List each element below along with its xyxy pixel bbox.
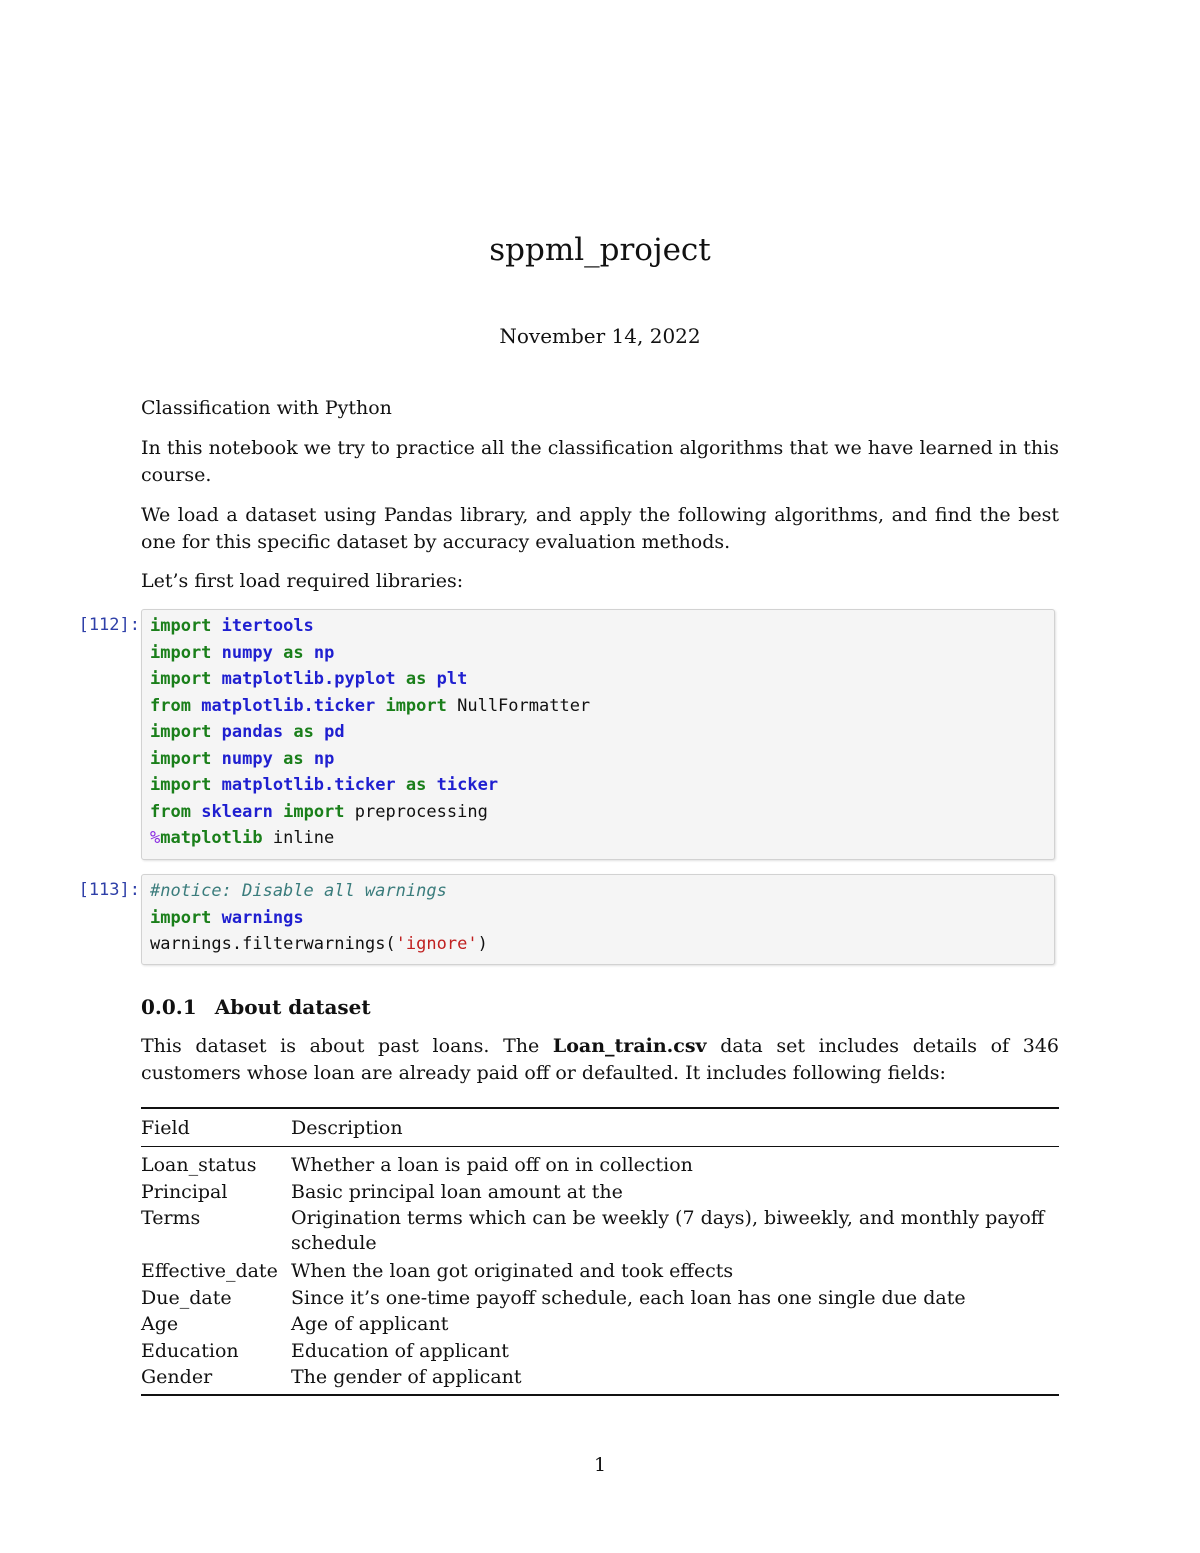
- table-cell-field: Terms: [141, 1207, 201, 1229]
- code-token: [273, 802, 283, 822]
- code-token: as: [283, 748, 304, 769]
- code-token: matplotlib.ticker: [221, 775, 396, 795]
- code-token: itertools: [221, 616, 314, 636]
- code-token: from: [150, 801, 191, 822]
- code-token: [211, 908, 221, 928]
- code-line: [150, 746, 1046, 773]
- code-line: [150, 905, 1046, 932]
- table-row: [141, 1206, 1059, 1256]
- code-token: [273, 643, 283, 663]
- table-cell-description: Age of applicant: [291, 1313, 449, 1335]
- code-token: import: [283, 801, 345, 822]
- code-token: warnings: [221, 907, 304, 928]
- code-line: [150, 799, 1046, 826]
- table-header-description: Description: [291, 1117, 403, 1139]
- code-token: import: [150, 642, 212, 663]
- code-token: import: [150, 907, 212, 928]
- table-row: [141, 1258, 1059, 1285]
- code-token: [396, 669, 406, 689]
- code-token: pd: [324, 722, 345, 742]
- code-token: numpy: [221, 642, 273, 663]
- table-cell-field: Loan_status: [141, 1154, 257, 1176]
- table-header-field: Field: [141, 1117, 190, 1139]
- code-token: [211, 616, 221, 636]
- code-token: [396, 775, 406, 795]
- code-token: [211, 722, 221, 742]
- table-cell-field: Due_date: [141, 1287, 232, 1309]
- code-token: 'ignore': [395, 934, 478, 954]
- table-mid-rule: [141, 1146, 1059, 1147]
- table-top-rule: [141, 1107, 1059, 1109]
- code-token: [304, 749, 314, 769]
- code-token: as: [283, 642, 304, 663]
- code-line: [150, 931, 1046, 958]
- code-token: as: [293, 722, 314, 742]
- code-token: [191, 802, 201, 822]
- code-token: [211, 749, 221, 769]
- table-cell-field: Education: [141, 1340, 239, 1362]
- code-token: NullFormatter: [446, 695, 591, 716]
- code-token: [426, 669, 436, 689]
- table-cell-description: Basic principal loan amount at the: [291, 1181, 623, 1203]
- code-block: [150, 613, 1046, 852]
- table-cell-description: Origination terms which can be weekly (7 days), biweekly, and monthly payoff schedule: [291, 1207, 1045, 1254]
- code-token: plt: [436, 669, 468, 689]
- table-cell-field: Principal: [141, 1181, 228, 1203]
- code-token: import: [150, 616, 212, 636]
- table-row: [141, 1364, 1059, 1391]
- code-token: numpy: [221, 748, 273, 769]
- code-token: ): [477, 934, 488, 954]
- code-line: [150, 640, 1046, 667]
- code-line: [150, 693, 1046, 720]
- code-line: [150, 666, 1046, 693]
- code-token: import: [150, 775, 212, 795]
- code-line: [150, 825, 1046, 852]
- code-token: np: [313, 748, 335, 769]
- code-token: as: [405, 775, 427, 795]
- code-token: import: [150, 722, 212, 742]
- table-header-row: [141, 1115, 1059, 1142]
- code-token: from: [150, 695, 191, 716]
- section-text-after: data set includes details of 346 customers whose loan are already paid off or defaulted. It includes following fields:: [141, 1035, 1059, 1084]
- cell-prompt-113: [113]:: [78, 880, 140, 900]
- code-token: #notice: Disable all warnings: [150, 881, 447, 901]
- table-cell-description: Since it’s one-time payoff schedule, each loan has one single due date: [291, 1287, 966, 1309]
- code-token: matplotlib.ticker: [201, 695, 376, 716]
- code-token: [426, 775, 436, 795]
- table-row: [141, 1179, 1059, 1206]
- intro-paragraph-2: We load a dataset using Pandas library, and apply the following algorithms, and find the best one for this specific dataset by accuracy evaluation methods.: [141, 504, 1059, 553]
- code-token: import: [150, 748, 212, 769]
- code-token: warnings: [150, 934, 232, 954]
- document-title: sppml_project: [489, 232, 711, 268]
- table-cell-description: Whether a loan is paid off on in collection: [291, 1154, 693, 1176]
- code-token: %: [150, 828, 161, 848]
- table-row: [141, 1285, 1059, 1312]
- section-number: 0.0.1: [141, 995, 197, 1019]
- code-token: preprocessing: [344, 801, 488, 822]
- table-row: [141, 1152, 1059, 1179]
- code-token: matplotlib.pyplot: [221, 669, 396, 689]
- code-cell-112[interactable]: [141, 609, 1055, 860]
- code-token: sklearn: [201, 801, 273, 822]
- table-cell-description: Education of applicant: [291, 1340, 509, 1362]
- section-text-before: This dataset is about past loans. The: [141, 1035, 553, 1057]
- code-token: ticker: [436, 775, 499, 795]
- code-line: [150, 878, 1046, 905]
- code-token: .: [231, 934, 243, 954]
- code-token: [191, 696, 201, 716]
- table-cell-description: The gender of applicant: [291, 1366, 522, 1388]
- table-bottom-rule: [141, 1394, 1059, 1396]
- code-token: [211, 669, 221, 689]
- dataset-filename: Loan_train.csv: [552, 1035, 707, 1057]
- code-token: np: [313, 642, 335, 663]
- code-token: [273, 749, 283, 769]
- cell-prompt-112: [112]:: [78, 615, 140, 635]
- section-heading: [141, 993, 371, 1021]
- section-title: About dataset: [214, 995, 371, 1019]
- code-token: inline: [262, 828, 335, 848]
- code-line: [150, 613, 1046, 640]
- code-cell-113[interactable]: [141, 874, 1055, 965]
- code-token: [283, 722, 293, 742]
- code-token: import: [385, 695, 447, 716]
- intro-paragraph-1: In this notebook we try to practice all the classification algorithms that we have learned in this course.: [141, 437, 1059, 486]
- code-token: as: [405, 669, 427, 689]
- table-cell-field: Gender: [141, 1366, 213, 1388]
- intro-heading-text: Classification with Python: [141, 397, 392, 419]
- code-line: [150, 719, 1046, 746]
- code-token: import: [150, 669, 212, 689]
- code-token: pandas: [221, 722, 284, 742]
- code-line: [150, 772, 1046, 799]
- code-token: [211, 775, 221, 795]
- code-token: [211, 643, 221, 663]
- code-token: matplotlib: [160, 828, 263, 848]
- code-token: filterwarnings(: [242, 934, 396, 954]
- section-paragraph: [141, 1033, 1059, 1087]
- code-token: [375, 696, 385, 716]
- code-block: [150, 878, 1046, 958]
- table-cell-description: When the loan got originated and took effects: [291, 1260, 734, 1282]
- table-cell-field: Age: [141, 1313, 179, 1335]
- table-row: [141, 1311, 1059, 1338]
- document-date: November 14, 2022: [499, 324, 701, 348]
- page-number: 1: [593, 1454, 607, 1476]
- code-token: [304, 643, 314, 663]
- code-token: [314, 722, 324, 742]
- intro-paragraph-3: Let’s first load required libraries:: [141, 570, 464, 592]
- table-cell-field: Effective_date: [141, 1260, 278, 1282]
- table-row: [141, 1338, 1059, 1365]
